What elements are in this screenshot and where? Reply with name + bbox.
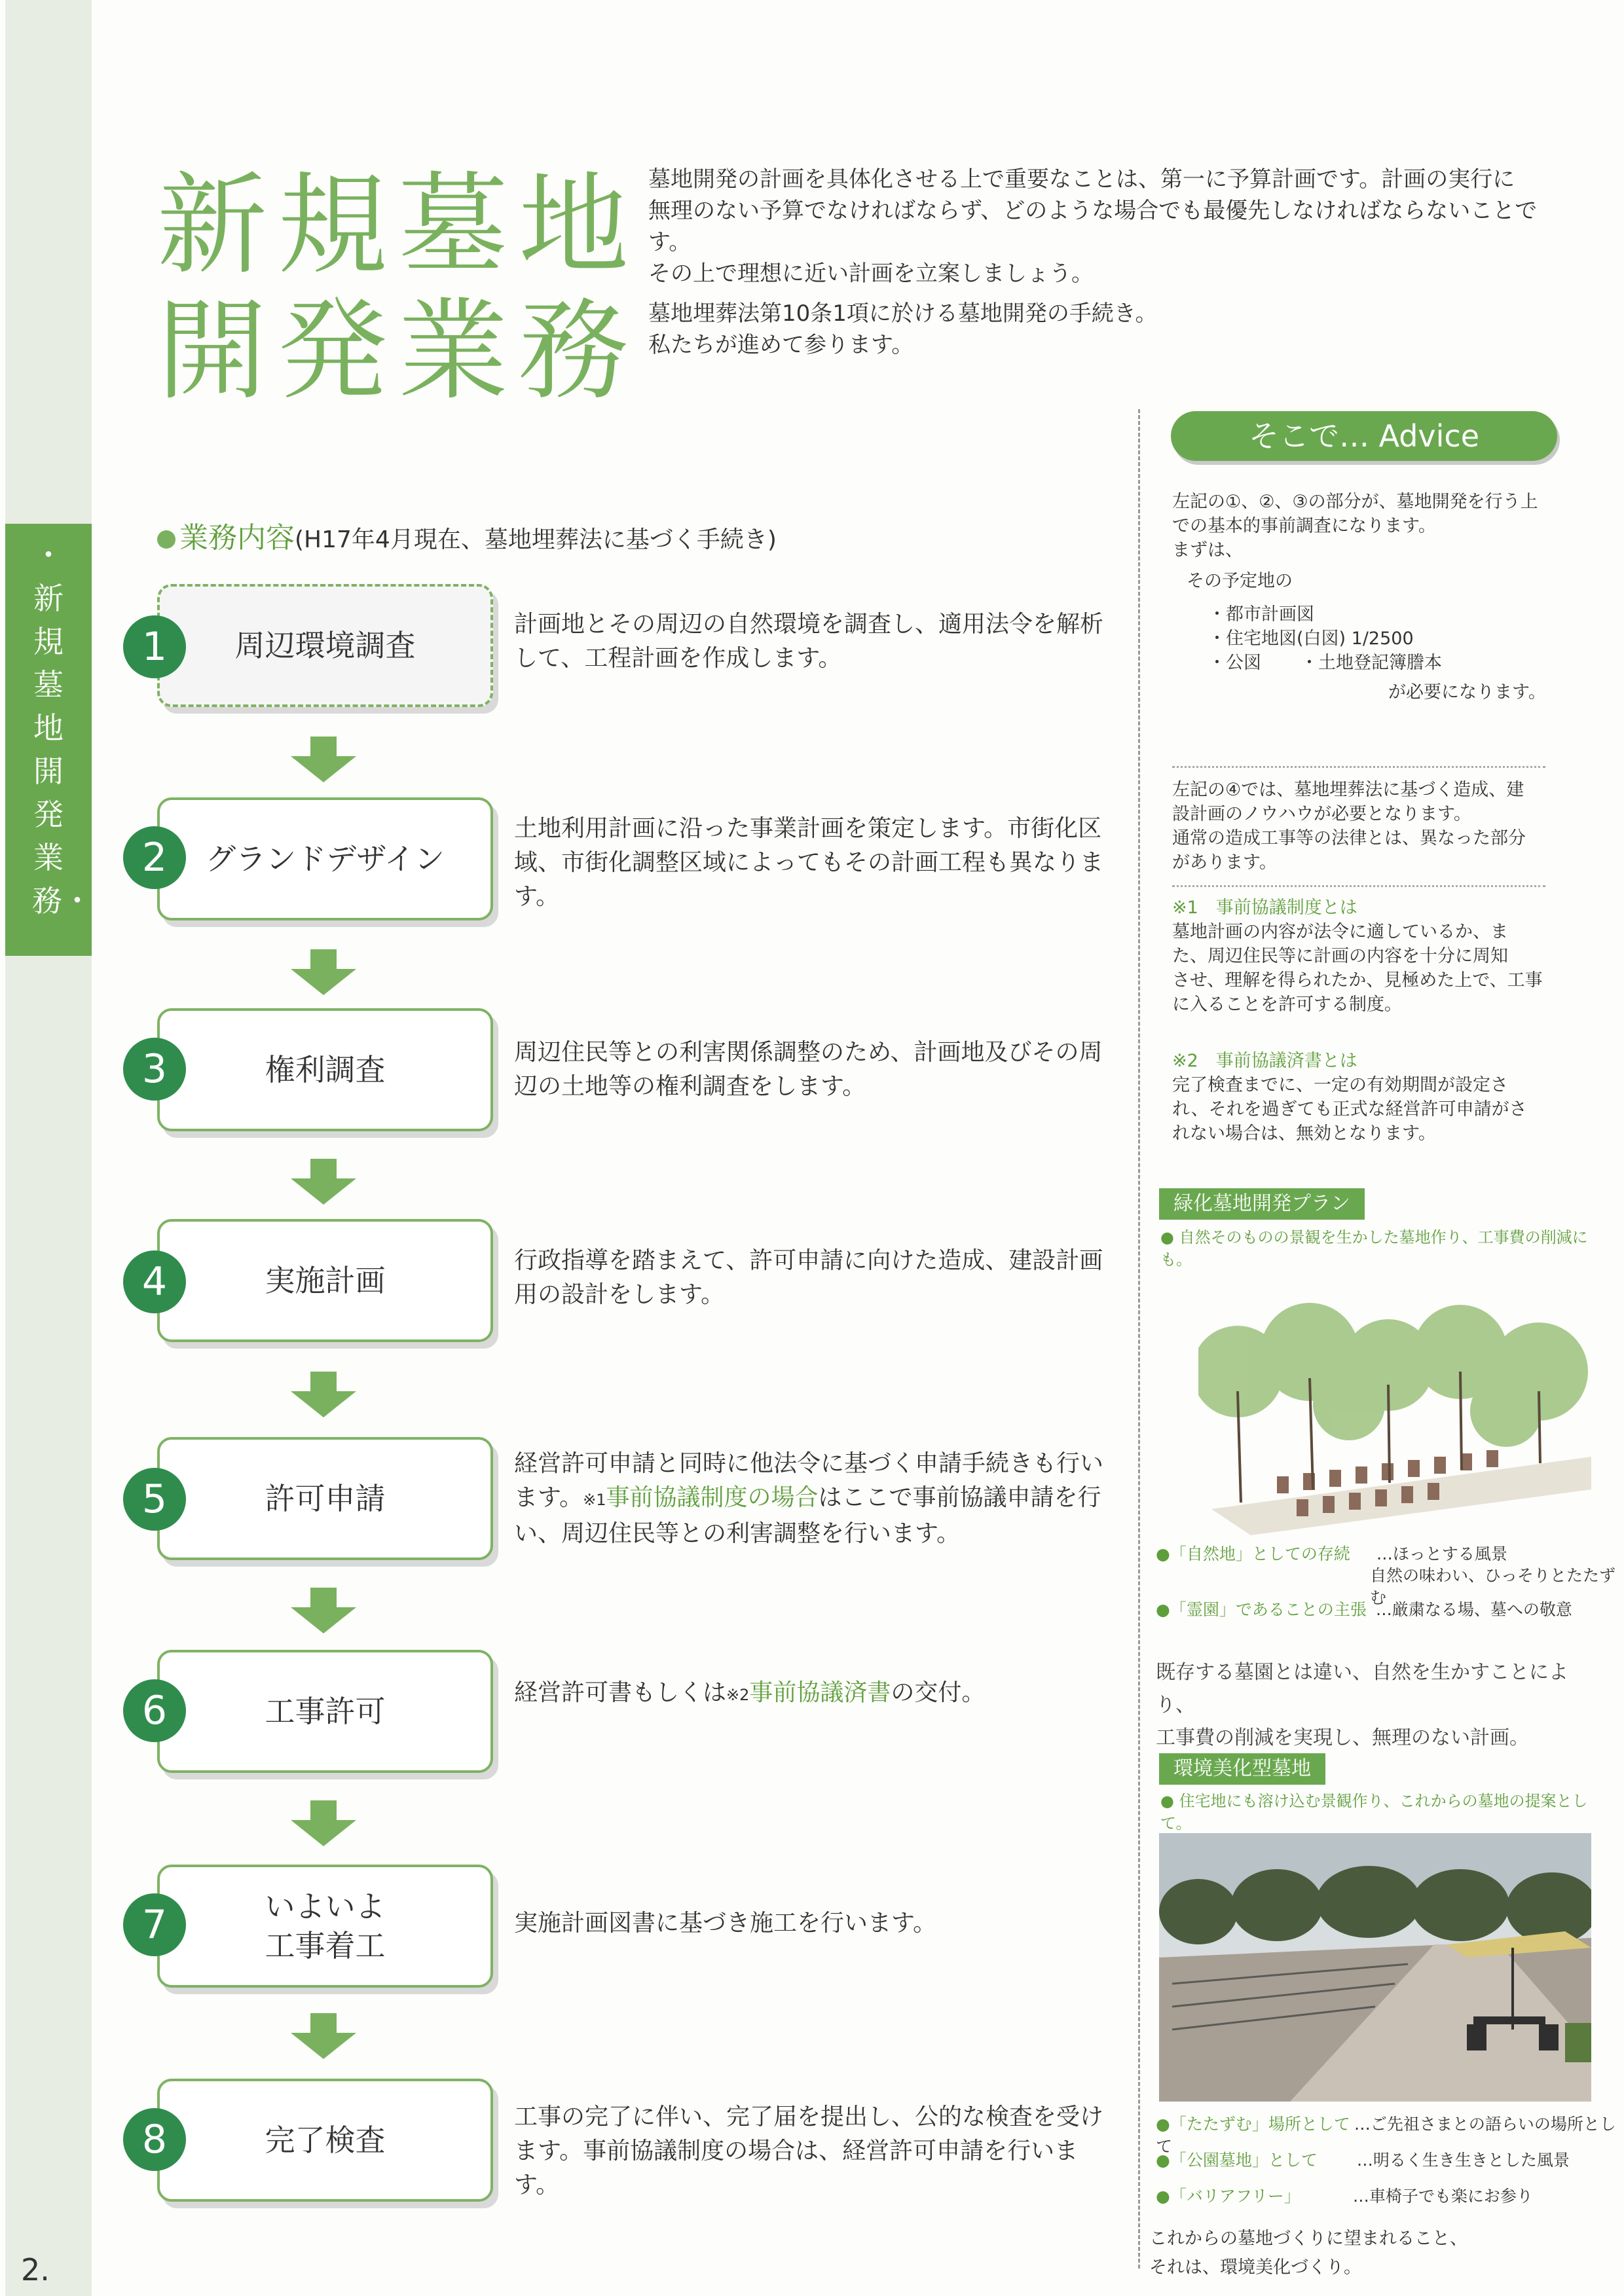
step-label: 権利調査 bbox=[265, 1052, 386, 1087]
text-line: それは、環境美化づくり。 bbox=[1149, 2257, 1361, 2278]
step-3-box bbox=[157, 1008, 493, 1131]
intro-line: その上で理想に近い計画を立案しましょう。 bbox=[648, 261, 1094, 287]
list-item-part: ・公図 bbox=[1208, 653, 1261, 673]
step-4-number: 4 bbox=[123, 1250, 186, 1313]
text-line: れない場合は、無効となります。 bbox=[1172, 1123, 1436, 1144]
step-6-description bbox=[514, 1676, 1110, 1712]
intro-line: 墓地埋葬法第10条1項に於ける墓地開発の手続き。 bbox=[648, 301, 1158, 327]
list-item bbox=[1172, 651, 1565, 675]
item-value: …車椅子でも楽にお参り bbox=[1352, 2187, 1533, 2206]
page-title-line2: 開発業務 bbox=[157, 287, 639, 415]
step-7-number: 7 bbox=[123, 1893, 186, 1956]
note-title: ※2 事前協議済書とは bbox=[1172, 1051, 1357, 1071]
text-line: 左記の①、②、③の部分が、墓地開発を行う上 bbox=[1172, 492, 1538, 512]
text-line: 通常の造成工事等の法律とは、異なった部分 bbox=[1172, 828, 1526, 848]
step-6-number: 6 bbox=[123, 1679, 186, 1742]
intro-line: 無理のない予算でなければならず、どのような場合でも最優先しなければならないことです。 bbox=[648, 198, 1538, 255]
down-arrow-icon bbox=[284, 1372, 363, 1419]
item-key: ●「自然地」としての存続 bbox=[1156, 1544, 1350, 1563]
plan2-item-3 bbox=[1156, 2185, 1533, 2208]
desc-text: の交付。 bbox=[891, 1679, 986, 1706]
plan1-item-1 bbox=[1156, 1543, 1507, 1565]
note-1 bbox=[1172, 896, 1565, 1017]
advice-pill: そこで… Advice bbox=[1171, 411, 1557, 461]
text-line: が必要になります。 bbox=[1388, 682, 1546, 702]
step-8-number: 8 bbox=[123, 2108, 186, 2171]
item-value: …ご先祖さまとの語らいの場所として bbox=[1156, 2115, 1616, 2156]
left-margin-band bbox=[5, 0, 92, 2296]
down-arrow-icon bbox=[284, 1159, 363, 1206]
text-line: 既存する墓園とは違い、自然を生かすことにより、 bbox=[1156, 1661, 1568, 1717]
step-5-number: 5 bbox=[123, 1468, 186, 1531]
section-heading bbox=[157, 514, 777, 556]
list-item: ・都市計画図 bbox=[1208, 604, 1314, 625]
desc-highlight: 事前協議済書 bbox=[749, 1679, 891, 1706]
item-value: …厳粛なる場、墓への敬意 bbox=[1375, 1600, 1572, 1619]
cemetery-sketch-illustration bbox=[1198, 1293, 1604, 1535]
page-title-line1: 新規墓地 bbox=[157, 161, 639, 289]
item-value: …ほっとする風景 bbox=[1376, 1544, 1507, 1563]
plan2-closing bbox=[1149, 2225, 1595, 2282]
intro-paragraph bbox=[648, 164, 1578, 289]
cemetery-park-photo bbox=[1159, 1833, 1591, 2102]
desc-text: 経営許可申請と同時に他法令に基づく申請手続きも行います。 bbox=[514, 1450, 1104, 1511]
intro-line: 墓地開発の計画を具体化させる上で重要なことは、第一に予算計画です。計画の実行に bbox=[648, 166, 1515, 192]
desc-note: ※2 bbox=[726, 1686, 750, 1704]
step-3-description: 周辺住民等との利害関係調整のため、計画地及びその周辺の土地等の権利調査をします。 bbox=[514, 1039, 1103, 1100]
step-1-box bbox=[157, 584, 493, 707]
text-line: その予定地の bbox=[1187, 571, 1293, 591]
text-line: があります。 bbox=[1172, 852, 1277, 873]
section-tab-label: ・新規墓地開発業務・ bbox=[32, 538, 92, 919]
text-line: に入ることを許可する制度。 bbox=[1172, 994, 1402, 1015]
step-8-description: 工事の完了に伴い、完了届を提出し、公的な検査を受けます。事前協議制度の場合は、経営許可申請を行います。 bbox=[514, 2104, 1104, 2198]
intro-paragraph-2 bbox=[648, 298, 1578, 361]
intro-line: 私たちが進めて参ります。 bbox=[648, 332, 914, 358]
list-item: ・住宅地図(白図) 1/2500 bbox=[1208, 629, 1414, 649]
step-label: 工事許可 bbox=[265, 1694, 386, 1729]
text-line: 左記の④では、墓地埋葬法に基づく造成、建 bbox=[1172, 780, 1524, 800]
item-value: …明るく生き生きとした風景 bbox=[1356, 2151, 1570, 2170]
text-line: させ、理解を得られたか、見極めた上で、工事 bbox=[1172, 970, 1543, 991]
plan1-item-1-cont: 自然の味わい、ひっそりとたたずむ bbox=[1370, 1566, 1616, 1607]
advice-paragraph-1 bbox=[1172, 490, 1565, 704]
text-line: での基本的事前調査になります。 bbox=[1172, 516, 1436, 536]
step-2-description: 土地利用計画に沿った事業計画を策定します。市街化区域、市街化調整区域によってもその計画工程も異なります。 bbox=[514, 815, 1104, 910]
list-item-part: ・土地登記簿謄本 bbox=[1301, 653, 1442, 673]
step-3-number: 3 bbox=[123, 1038, 186, 1101]
step-7-description: 実施計画図書に基づき施工を行います。 bbox=[514, 1910, 937, 1937]
step-label: グランドデザイン bbox=[206, 841, 445, 877]
section-subheading: (H17年4月現在、墓地埋葬法に基づく手続き) bbox=[295, 526, 777, 553]
step-4-box bbox=[157, 1219, 493, 1342]
page-number: 2. bbox=[21, 2252, 50, 2287]
plan1-label: 緑化墓地開発プラン bbox=[1159, 1188, 1365, 1220]
step-label: 工事着工 bbox=[265, 1928, 386, 1963]
item-key: ●「霊園」であることの主張 bbox=[1156, 1600, 1367, 1619]
plan1-text bbox=[1156, 1656, 1601, 1755]
text-line: 完了検査までに、一定の有効期間が設定さ bbox=[1172, 1075, 1508, 1095]
item-key: ●「バリアフリー」 bbox=[1156, 2187, 1301, 2206]
text-line: 設計画のノウハウが必要となります。 bbox=[1172, 804, 1471, 824]
step-2-box bbox=[157, 797, 493, 920]
desc-text: 経営許可書もしくは bbox=[514, 1679, 727, 1706]
step-6-box bbox=[157, 1650, 493, 1773]
step-label: 実施計画 bbox=[265, 1263, 386, 1298]
down-arrow-icon bbox=[284, 1800, 363, 1848]
item-key: ●「たたずむ」場所として bbox=[1156, 2115, 1350, 2134]
text-line: まずは、 bbox=[1172, 540, 1243, 560]
down-arrow-icon bbox=[284, 1588, 363, 1635]
step-8-box bbox=[157, 2079, 493, 2202]
step-2-number: 2 bbox=[123, 826, 186, 889]
dotted-divider bbox=[1172, 885, 1545, 887]
step-label: 周辺環境調査 bbox=[234, 628, 416, 663]
desc-text: はここで事前協議申請を行い、周辺住民等との利害調整を行います。 bbox=[514, 1484, 1101, 1547]
text-line: 工事費の削減を実現し、無理のない計画。 bbox=[1156, 1726, 1529, 1749]
page-title bbox=[157, 162, 639, 414]
step-label: 許可申請 bbox=[265, 1481, 386, 1516]
advice-paragraph-2 bbox=[1172, 778, 1565, 875]
text-line: これからの墓地づくりに望まれること、 bbox=[1149, 2229, 1467, 2249]
text-line: れ、それを過ぎても正式な経営許可申請がさ bbox=[1172, 1099, 1527, 1120]
item-key: ●「公園墓地」として bbox=[1156, 2151, 1318, 2170]
text-line: 墓地計画の内容が法令に適しているか、ま bbox=[1172, 922, 1508, 942]
down-arrow-icon bbox=[284, 737, 363, 784]
plan2-item-2 bbox=[1156, 2149, 1570, 2172]
plan2-label: 環境美化型墓地 bbox=[1159, 1753, 1325, 1785]
step-1-description: 計画地とその周辺の自然環境を調査し、適用法令を解析して、工程計画を作成します。 bbox=[514, 611, 1104, 672]
step-7-box bbox=[157, 1865, 493, 1988]
step-label: いよいよ bbox=[265, 1889, 386, 1924]
text-line: た、周辺住民等に計画の内容を十分に周知 bbox=[1172, 946, 1508, 966]
step-4-description: 行政指導を踏まえて、許可申請に向けた造成、建設計画用の設計をします。 bbox=[514, 1247, 1103, 1308]
dotted-divider bbox=[1172, 766, 1545, 768]
desc-highlight: 事前協議制度の場合 bbox=[606, 1484, 819, 1511]
step-1-number: 1 bbox=[123, 615, 186, 678]
down-arrow-icon bbox=[284, 949, 363, 996]
plan1-bullet: ● 自然そのものの景観を生かした墓地作り、工事費の削減にも。 bbox=[1160, 1228, 1588, 1269]
bullet-dot-icon bbox=[157, 530, 175, 549]
plan1-item-2 bbox=[1156, 1599, 1572, 1621]
step-label: 完了検査 bbox=[265, 2123, 386, 2158]
plan2-bullet: ● 住宅地にも溶け込む景観作り、これからの墓地の提案として。 bbox=[1160, 1792, 1588, 1832]
down-arrow-icon bbox=[284, 2013, 363, 2060]
step-5-box bbox=[157, 1437, 493, 1560]
note-2 bbox=[1172, 1049, 1565, 1146]
note-title: ※1 事前協議制度とは bbox=[1172, 898, 1357, 918]
column-divider bbox=[1138, 409, 1140, 2269]
desc-note: ※1 bbox=[583, 1491, 606, 1509]
section-heading-text: 業務内容 bbox=[179, 521, 295, 555]
step-5-description bbox=[514, 1447, 1110, 1551]
